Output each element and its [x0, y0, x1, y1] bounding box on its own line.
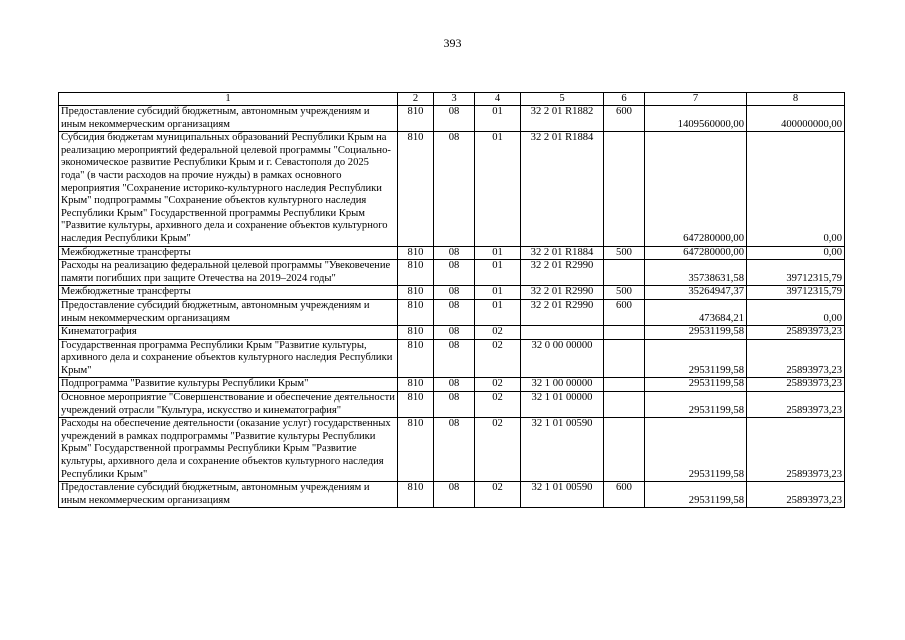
- section-cell: 08: [434, 339, 475, 378]
- amount-year1-cell: 647280000,00: [645, 132, 747, 246]
- table-row: [59, 339, 845, 378]
- table-row: [59, 106, 845, 132]
- section-cell: 08: [434, 260, 475, 286]
- row-name-cell: Расходы на реализацию федеральной целевой программы "Увековечение памяти погибших при защите Отечества на 2019–2024 годы": [59, 260, 398, 286]
- expense-type-cell: 600: [604, 299, 645, 325]
- expense-type-cell: 600: [604, 482, 645, 508]
- amount-year2-cell: 400000000,00: [747, 106, 845, 132]
- row-name-cell: Межбюджетные трансферты: [59, 246, 398, 260]
- amount-year1-cell: 29531199,58: [645, 339, 747, 378]
- row-name-cell: Предоставление субсидий бюджетным, автономным учреждениям и иным некоммерческим организациям: [59, 299, 398, 325]
- section-cell: 08: [434, 246, 475, 260]
- target-article-cell: 32 0 00 00000: [521, 339, 604, 378]
- header-cell: 4: [475, 93, 521, 106]
- table-row: [59, 418, 845, 482]
- table-row: [59, 392, 845, 418]
- row-name-cell: Кинематография: [59, 326, 398, 340]
- subsection-cell: 02: [475, 378, 521, 392]
- expense-type-cell: 600: [604, 106, 645, 132]
- row-name-cell: Межбюджетные трансферты: [59, 286, 398, 300]
- expense-type-cell: 500: [604, 286, 645, 300]
- header-cell: 1: [59, 93, 398, 106]
- table-row: [59, 132, 845, 246]
- expense-type-cell: [604, 326, 645, 340]
- amount-year1-cell: 35738631,58: [645, 260, 747, 286]
- target-article-cell: 32 2 01 R2990: [521, 286, 604, 300]
- code-cell: 810: [398, 482, 434, 508]
- section-cell: 08: [434, 286, 475, 300]
- subsection-cell: 02: [475, 339, 521, 378]
- section-cell: 08: [434, 326, 475, 340]
- table-row: [59, 286, 845, 300]
- section-cell: 08: [434, 299, 475, 325]
- subsection-cell: 02: [475, 326, 521, 340]
- code-cell: 810: [398, 286, 434, 300]
- subsection-cell: 01: [475, 260, 521, 286]
- section-cell: 08: [434, 378, 475, 392]
- table-row: [59, 246, 845, 260]
- amount-year2-cell: 25893973,23: [747, 339, 845, 378]
- section-cell: 08: [434, 132, 475, 246]
- row-name-cell: Предоставление субсидий бюджетным, автономным учреждениям и иным некоммерческим организациям: [59, 482, 398, 508]
- amount-year2-cell: 39712315,79: [747, 286, 845, 300]
- amount-year2-cell: 25893973,23: [747, 378, 845, 392]
- page-number: 393: [443, 36, 462, 50]
- amount-year2-cell: 0,00: [747, 132, 845, 246]
- amount-year1-cell: 473684,21: [645, 299, 747, 325]
- code-cell: 810: [398, 299, 434, 325]
- header-cell: 6: [604, 93, 645, 106]
- row-name-cell: Предоставление субсидий бюджетным, автономным учреждениям и иным некоммерческим организациям: [59, 106, 398, 132]
- table-row: [59, 260, 845, 286]
- subsection-cell: 02: [475, 418, 521, 482]
- table-row: [59, 299, 845, 325]
- target-article-cell: 32 1 01 00590: [521, 482, 604, 508]
- header-cell: 3: [434, 93, 475, 106]
- table-row: [59, 326, 845, 340]
- expense-type-cell: [604, 392, 645, 418]
- code-cell: 810: [398, 132, 434, 246]
- subsection-cell: 01: [475, 106, 521, 132]
- section-cell: 08: [434, 106, 475, 132]
- code-cell: 810: [398, 392, 434, 418]
- subsection-cell: 01: [475, 286, 521, 300]
- amount-year1-cell: 1409560000,00: [645, 106, 747, 132]
- amount-year2-cell: 25893973,23: [747, 392, 845, 418]
- amount-year1-cell: 647280000,00: [645, 246, 747, 260]
- section-cell: 08: [434, 482, 475, 508]
- row-name-cell: Субсидия бюджетам муниципальных образований Республики Крым на реализацию мероприятий федеральной целевой программы "Социально-экономическое развитие Республики Крым и г. Севастополя до 2025 года" (в части расходов на прочие нужды) в рамках основного мероприятия "Сохранение историко-культурного наследия Республики Крым" подпрограммы "Сохранение объектов культурного наследия Республики Крым" Государственной программы Республики Крым "Развитие культуры, архивного дела и сохранение объектов культурного наследия Республики Крым": [59, 132, 398, 246]
- row-name-cell: Расходы на обеспечение деятельности (оказание услуг) государственных учреждений в рамках подпрограммы "Развитие культуры Республики Крым" Государственной программы Республики Крым "Развитие культуры, архивного дела и сохранение объектов культурного наследия Республики Крым": [59, 418, 398, 482]
- target-article-cell: 32 2 01 R1884: [521, 246, 604, 260]
- amount-year2-cell: 0,00: [747, 246, 845, 260]
- target-article-cell: 32 1 01 00590: [521, 418, 604, 482]
- table-body: [59, 106, 845, 508]
- amount-year1-cell: 29531199,58: [645, 326, 747, 340]
- code-cell: 810: [398, 326, 434, 340]
- row-name-cell: Основное мероприятие "Совершенствование и обеспечение деятельности учреждений отрасли "Культура, искусство и кинематография": [59, 392, 398, 418]
- subsection-cell: 02: [475, 392, 521, 418]
- expense-type-cell: [604, 132, 645, 246]
- amount-year1-cell: 29531199,58: [645, 482, 747, 508]
- row-name-cell: Государственная программа Республики Крым "Развитие культуры, архивного дела и сохранение объектов культурного наследия Республики Крым": [59, 339, 398, 378]
- amount-year1-cell: 29531199,58: [645, 392, 747, 418]
- code-cell: 810: [398, 246, 434, 260]
- table-row: [59, 378, 845, 392]
- amount-year1-cell: 35264947,37: [645, 286, 747, 300]
- target-article-cell: 32 2 01 R1884: [521, 132, 604, 246]
- table-row: [59, 482, 845, 508]
- subsection-cell: 01: [475, 132, 521, 246]
- row-name-cell: Подпрограмма "Развитие культуры Республики Крым": [59, 378, 398, 392]
- expense-type-cell: [604, 260, 645, 286]
- expense-type-cell: [604, 339, 645, 378]
- expense-type-cell: [604, 418, 645, 482]
- table-header-row: [59, 93, 845, 106]
- header-cell: 2: [398, 93, 434, 106]
- target-article-cell: 32 2 01 R2990: [521, 299, 604, 325]
- subsection-cell: 01: [475, 246, 521, 260]
- subsection-cell: 01: [475, 299, 521, 325]
- code-cell: 810: [398, 106, 434, 132]
- code-cell: 810: [398, 378, 434, 392]
- amount-year2-cell: 39712315,79: [747, 260, 845, 286]
- target-article-cell: 32 2 01 R2990: [521, 260, 604, 286]
- target-article-cell: 32 2 01 R1882: [521, 106, 604, 132]
- section-cell: 08: [434, 392, 475, 418]
- section-cell: 08: [434, 418, 475, 482]
- target-article-cell: 32 1 01 00000: [521, 392, 604, 418]
- amount-year2-cell: 25893973,23: [747, 418, 845, 482]
- amount-year2-cell: 25893973,23: [747, 482, 845, 508]
- target-article-cell: [521, 326, 604, 340]
- expense-type-cell: [604, 378, 645, 392]
- budget-table: [58, 92, 845, 508]
- amount-year2-cell: 0,00: [747, 299, 845, 325]
- amount-year1-cell: 29531199,58: [645, 418, 747, 482]
- header-cell: 8: [747, 93, 845, 106]
- target-article-cell: 32 1 00 00000: [521, 378, 604, 392]
- code-cell: 810: [398, 339, 434, 378]
- expense-type-cell: 500: [604, 246, 645, 260]
- header-cell: 5: [521, 93, 604, 106]
- header-cell: 7: [645, 93, 747, 106]
- amount-year2-cell: 25893973,23: [747, 326, 845, 340]
- code-cell: 810: [398, 260, 434, 286]
- code-cell: 810: [398, 418, 434, 482]
- subsection-cell: 02: [475, 482, 521, 508]
- amount-year1-cell: 29531199,58: [645, 378, 747, 392]
